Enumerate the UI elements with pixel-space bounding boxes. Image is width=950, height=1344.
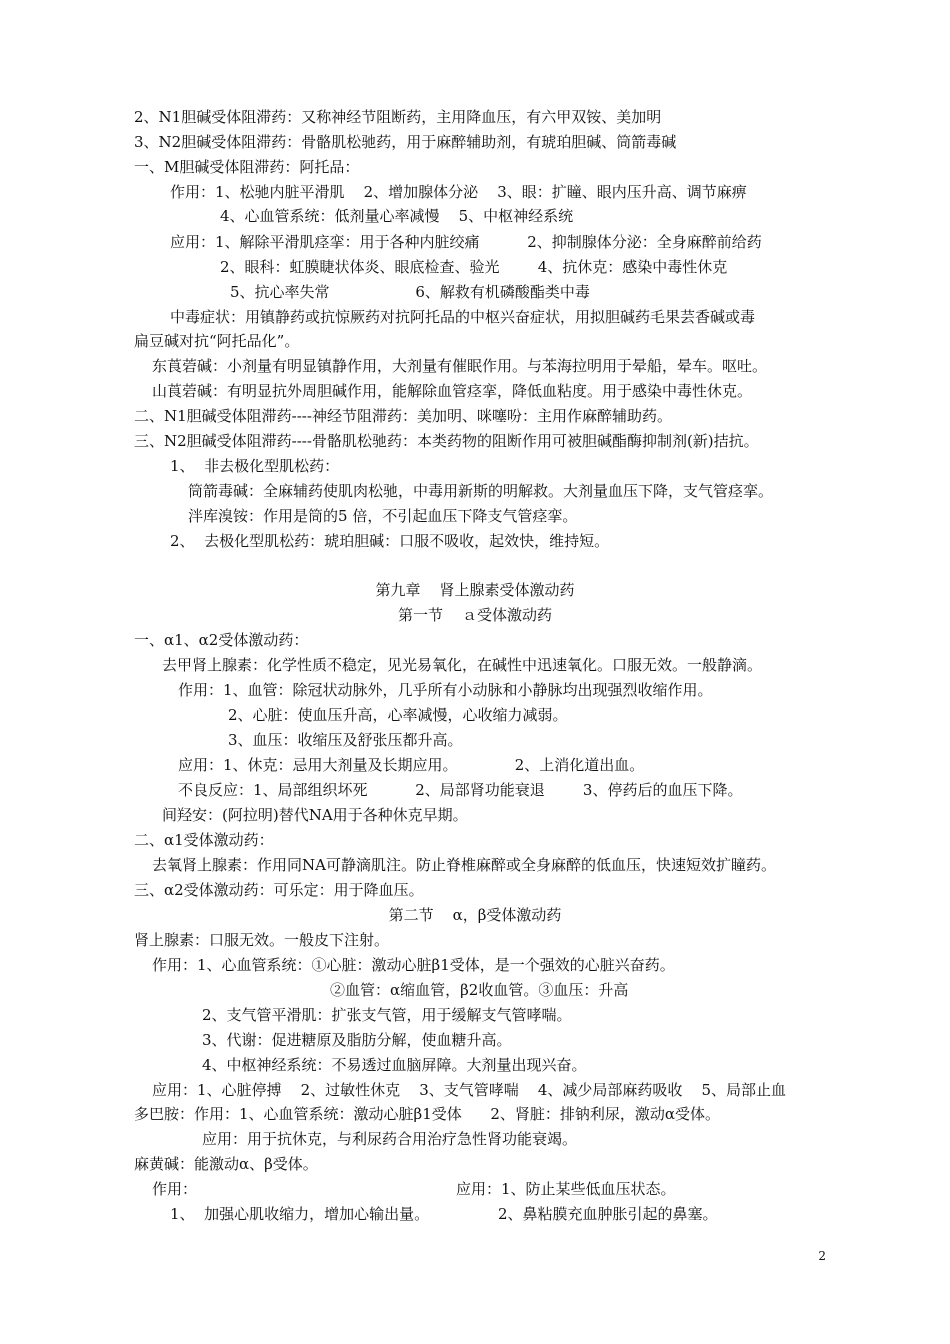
text-line: ②血管：α缩血管，β2收血管。③血压：升高: [330, 981, 629, 999]
text-line: 3、N2胆碱受体阻滞药：骨骼肌松驰药，用于麻醉辅助剂，有琥珀胆碱、筒箭毒碱: [134, 133, 677, 151]
text-line: 作用：1、松驰内脏平滑肌 2、增加腺体分泌 3、眼：扩瞳、眼内压升高、调节麻痹: [170, 183, 747, 201]
text-line: 肾上腺素：口服无效。一般皮下注射。: [134, 931, 390, 949]
text-line: 2、N1胆碱受体阻滞药：又称神经节阻断药，主用降血压，有六甲双铵、美加明: [134, 108, 662, 126]
text-line: 中毒症状：用镇静药或抗惊厥药对抗阿托品的中枢兴奋症状，用拟胆碱药毛果芸香碱或毒: [170, 308, 756, 326]
chapter-title: 第九章 肾上腺素受体激动药: [375, 581, 575, 599]
text-line: 2、鼻粘膜充血肿胀引起的鼻塞。: [498, 1205, 718, 1223]
text-line: 山莨菪碱：有明显抗外周胆碱作用，能解除血管痉挛，降低血粘度。用于感染中毒性休克。: [152, 382, 753, 400]
text-line: 应用：用于抗休克，与利尿药合用治疗急性肾功能衰竭。: [202, 1130, 578, 1148]
section-heading: 三、N2胆碱受体阻滞药----骨骼肌松驰药：本类药物的阻断作用可被胆碱酯酶抑制剂(新)拮抗。: [134, 432, 759, 450]
text-line: 东莨菪碱：小剂量有明显镇静作用，大剂量有催眠作用。与苯海拉明用于晕船，晕车。呕吐。: [152, 357, 768, 375]
text-line: 麻黄碱：能激动α、β受体。: [134, 1155, 318, 1173]
text-line: 作用：1、心血管系统：①心脏：激动心脏β1受体，是一个强效的心脏兴奋药。: [152, 956, 675, 974]
section-heading: 三、α2受体激动药：可乐定：用于降血压。: [134, 881, 424, 899]
text-line: 4、心血管系统：低剂量心率减慢 5、中枢神经系统: [220, 207, 574, 225]
text-line: 作用：: [152, 1180, 198, 1198]
section-title: 第二节 α，β受体激动药: [388, 906, 562, 924]
text-line: 3、代谢：促进糖原及脂肪分解，使血糖升高。: [202, 1031, 512, 1049]
text-line: 1、 非去极化型肌松药：: [170, 457, 340, 475]
text-line: 应用：1、心脏停搏 2、过敏性休克 3、支气管哮喘 4、减少局部麻药吸收 5、局部止血: [152, 1081, 787, 1099]
section-title: 第一节 ａ受体激动药: [397, 606, 553, 624]
text-line: 4、中枢神经系统：不易透过血脑屏障。大剂量出现兴奋。: [202, 1056, 587, 1074]
text-line: 2、 去极化型肌松药：琥珀胆碱：口服不吸收，起效快，维持短。: [170, 532, 610, 550]
text-line: 筒箭毒碱：全麻辅药使肌肉松驰，中毒用新斯的明解救。大剂量血压下降，支气管痉挛。: [188, 482, 774, 500]
text-line: 去甲肾上腺素：化学性质不稳定，见光易氧化，在碱性中迅速氧化。口服无效。一般静滴。: [162, 656, 763, 674]
section-heading: 一、α1、α2受体激动药：: [134, 631, 309, 649]
text-line: 扁豆碱对抗“阿托品化”。: [134, 332, 300, 350]
section-heading: 一、M胆碱受体阻滞药：阿托品：: [134, 158, 360, 176]
text-line: 应用：1、解除平滑肌痉挛：用于各种内脏绞痛 2、抑制腺体分泌：全身麻醉前给药: [170, 233, 762, 251]
text-line: 5、抗心率失常 6、解救有机磷酸酯类中毒: [230, 283, 590, 301]
text-line: 2、眼科：虹膜睫状体炎、眼底检查、验光 4、抗休克：感染中毒性休克: [220, 258, 728, 276]
text-line: 应用：1、休克：忌用大剂量及长期应用。 2、上消化道出血。: [178, 756, 645, 774]
section-heading: 二、N1胆碱受体阻滞药----神经节阻滞药：美加明、咪噻吩：主用作麻醉辅助药。: [134, 407, 672, 425]
text-line: 间羟安：(阿拉明)替代NA用于各种休克早期。: [162, 806, 468, 824]
text-line: 作用：1、血管：除冠状动脉外，几乎所有小动脉和小静脉均出现强烈收缩作用。: [178, 681, 713, 699]
text-line: 应用：1、防止某些低血压状态。: [456, 1180, 676, 1198]
text-line: 去氧肾上腺素：作用同NA可静滴肌注。防止脊椎麻醉或全身麻醉的低血压，快速短效扩瞳药。: [152, 856, 776, 874]
text-line: 2、心脏：使血压升高，心率减慢，心收缩力减弱。: [228, 706, 568, 724]
text-line: 3、血压：收缩压及舒张压都升高。: [228, 731, 463, 749]
section-heading: 二、α1受体激动药：: [134, 831, 274, 849]
text-line: 2、支气管平滑肌：扩张支气管，用于缓解支气管哮喘。: [202, 1006, 572, 1024]
text-line: 多巴胺：作用：1、心血管系统：激动心脏β1受体 2、肾脏：排钠利尿，激动α受体。: [134, 1105, 721, 1123]
text-line: 泮库溴铵：作用是筒的5 倍，不引起血压下降支气管痉挛。: [188, 507, 578, 525]
text-line: 不良反应：1、局部组织坏死 2、局部肾功能衰退 3、停药后的血压下降。: [178, 781, 743, 799]
text-line: 1、 加强心肌收缩力，增加心输出量。: [170, 1205, 430, 1223]
page-number: 2: [818, 1249, 826, 1263]
